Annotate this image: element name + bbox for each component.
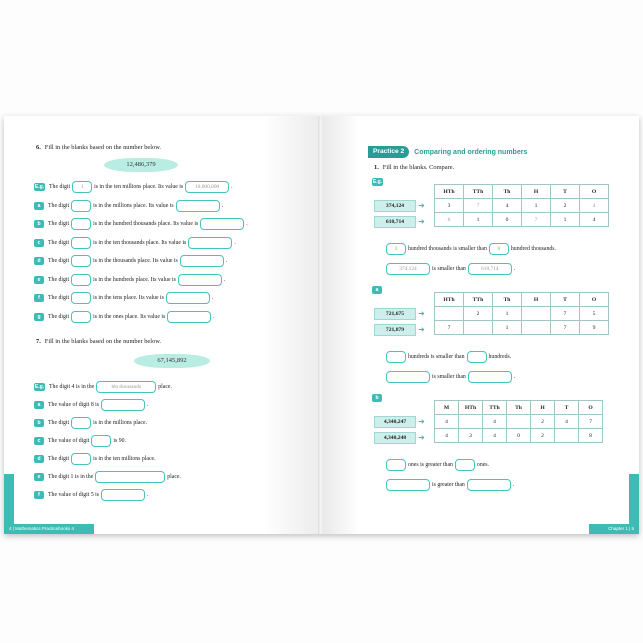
row-text: is 90. xyxy=(113,438,126,444)
q6-row xyxy=(34,180,233,194)
column-header: H xyxy=(531,401,555,415)
place-value-table xyxy=(434,184,609,227)
digit-cell[interactable] xyxy=(507,415,531,429)
digit-cell[interactable]: 7 xyxy=(435,321,464,335)
column-header: T xyxy=(555,401,579,415)
item-tag: b xyxy=(34,419,44,427)
row-text: The digit xyxy=(48,202,70,209)
number-label: 374,124 xyxy=(374,200,416,212)
row-text: is in the ten millions place. xyxy=(93,456,156,462)
row-text: . xyxy=(147,492,149,498)
compare-box[interactable] xyxy=(386,351,406,363)
place-value-table xyxy=(434,400,603,443)
value-answer-box[interactable]: 10,000,000 xyxy=(185,181,229,193)
table-row xyxy=(435,213,609,227)
digit-cell[interactable]: 2 xyxy=(531,429,555,443)
digit-cell[interactable]: 4 xyxy=(493,199,522,213)
row-text: is in the ten thousands place. Its value is xyxy=(93,239,187,246)
digit-cell[interactable]: 1 xyxy=(493,307,522,321)
digit-cell[interactable]: 0 xyxy=(507,429,531,443)
sentence-text: . xyxy=(513,374,516,380)
digit-answer-box[interactable] xyxy=(71,237,91,249)
row-text: is in the hundred thousands place. Its value is xyxy=(93,221,199,227)
digit-answer-box[interactable] xyxy=(71,274,91,286)
digit-cell[interactable]: 1 xyxy=(551,213,580,227)
value-answer-box[interactable] xyxy=(167,311,211,323)
digit-answer-box[interactable] xyxy=(71,292,91,304)
row-end: . xyxy=(231,184,233,190)
row-text: is in the hundreds place. Its value is xyxy=(93,276,176,283)
number-label: 721,675 xyxy=(374,308,416,320)
column-header: TTh xyxy=(483,401,507,415)
row-text: The digit xyxy=(48,276,70,283)
column-header: O xyxy=(580,185,609,199)
item-tag: f xyxy=(34,294,44,302)
digit-cell[interactable] xyxy=(555,429,579,443)
item-tag: f xyxy=(34,491,44,499)
digit-cell[interactable]: 3 xyxy=(459,429,483,443)
digit-answer-box[interactable] xyxy=(71,200,91,212)
compare-box[interactable]: 3 xyxy=(386,243,406,255)
digit-cell[interactable] xyxy=(464,321,493,335)
digit-cell[interactable]: 7 xyxy=(551,307,580,321)
row-text: place. xyxy=(158,384,172,390)
answer-box[interactable] xyxy=(91,435,111,447)
compare-sentence-2 xyxy=(384,370,515,384)
arrow-icon: ➜ xyxy=(418,417,425,426)
compare-box[interactable] xyxy=(386,459,406,471)
row-text: The digit xyxy=(48,456,70,462)
answer-box[interactable]: ten thousands xyxy=(96,381,156,393)
item-tag: E.g. xyxy=(34,184,45,190)
arrow-icon: ➜ xyxy=(418,217,425,226)
digit-cell[interactable] xyxy=(522,321,551,335)
row-text: is in the thousands place. Its value is xyxy=(93,258,178,264)
compare-box[interactable] xyxy=(468,371,512,383)
row-end: . xyxy=(246,221,248,227)
digit-cell[interactable] xyxy=(522,307,551,321)
value-answer-box[interactable] xyxy=(200,218,244,230)
sentence-text: is greater than xyxy=(432,482,465,488)
answer-box[interactable] xyxy=(101,489,145,501)
row-text: is in the millions place. Its value is xyxy=(93,202,174,209)
digit-cell[interactable]: 1 xyxy=(464,213,493,227)
sentence-text: hundreds. xyxy=(488,354,512,360)
table-header-row xyxy=(435,293,609,307)
digit-cell[interactable]: 1 xyxy=(522,199,551,213)
row-end: . xyxy=(211,295,214,301)
column-header: HTh xyxy=(435,185,464,199)
left-footer: 4 | Mathematics Practicebooks 4 xyxy=(4,524,94,534)
row-text: The digit 4 is in the xyxy=(49,384,95,390)
column-header: TTh xyxy=(464,293,493,307)
compare-box[interactable]: 610,714 xyxy=(468,263,512,275)
column-header: Th xyxy=(493,293,522,307)
number-label: 721,879 xyxy=(374,324,416,336)
digit-cell[interactable]: 5 xyxy=(580,307,609,321)
number-label: 4,340,248 xyxy=(374,432,416,444)
q1-heading: 1. Fill in the blanks. Compare. xyxy=(374,164,455,171)
q6-heading: 6. Fill in the blanks based on the number below. xyxy=(36,144,161,151)
q7-row xyxy=(34,416,147,430)
digit-cell[interactable]: 4 xyxy=(580,199,609,213)
compare-box[interactable] xyxy=(386,371,430,383)
column-header: H xyxy=(522,293,551,307)
compare-sentence-2 xyxy=(384,262,515,276)
digit-cell[interactable]: 7 xyxy=(464,199,493,213)
row-text: The digit xyxy=(48,221,70,227)
row-end: . xyxy=(213,313,215,320)
compare-box[interactable] xyxy=(467,479,511,491)
digit-cell[interactable]: 9 xyxy=(580,321,609,335)
q7-heading: 7. Fill in the blanks based on the number below. xyxy=(36,338,161,345)
row-end: . xyxy=(221,202,224,209)
q6-row xyxy=(34,236,236,250)
digit-cell[interactable]: 4 xyxy=(435,429,459,443)
digit-cell[interactable]: 7 xyxy=(551,321,580,335)
q6-number-leaf: 12,486,379 xyxy=(104,158,178,172)
table-header-row xyxy=(435,185,609,199)
sentence-text: is smaller than xyxy=(432,266,466,272)
practice-title: Comparing and ordering numbers xyxy=(414,148,528,156)
digit-cell[interactable]: 0 xyxy=(493,213,522,227)
item-tag: c xyxy=(34,437,44,445)
item-tag: a xyxy=(34,202,44,210)
digit-cell[interactable]: 2 xyxy=(464,307,493,321)
compare-sentence-2 xyxy=(384,478,514,492)
item-tag: b xyxy=(34,220,44,228)
table-row xyxy=(435,429,603,443)
number-label: 610,714 xyxy=(374,216,416,228)
row-text: The value of digit xyxy=(48,438,90,444)
q6-row xyxy=(34,310,215,324)
value-answer-box[interactable] xyxy=(166,292,210,304)
item-tag: d xyxy=(34,455,44,463)
q7-row xyxy=(34,380,172,394)
sentence-text: hundreds is smaller than xyxy=(408,354,465,360)
practice-label: Practice 2 xyxy=(368,146,409,158)
item-tag: e xyxy=(34,276,44,284)
compare-box[interactable] xyxy=(386,479,430,491)
value-answer-box[interactable] xyxy=(178,274,222,286)
practice-banner xyxy=(368,146,527,158)
digit-cell[interactable] xyxy=(459,415,483,429)
arrow-icon: ➜ xyxy=(418,201,425,210)
q6-row xyxy=(34,254,227,268)
q7-row xyxy=(34,434,126,448)
column-header: H xyxy=(522,185,551,199)
compare-sentence-1 xyxy=(384,458,489,472)
digit-answer-box[interactable] xyxy=(71,218,91,230)
column-header: Th xyxy=(507,401,531,415)
item-tag: a xyxy=(34,401,44,409)
sentence-text: hundred thousands. xyxy=(510,246,556,252)
digit-cell[interactable]: 1 xyxy=(493,321,522,335)
sentence-text: . xyxy=(512,482,515,488)
arrow-icon: ➜ xyxy=(418,325,425,334)
workbook-spread xyxy=(4,116,639,534)
digit-cell[interactable]: 4 xyxy=(555,415,579,429)
row-text: The digit xyxy=(48,239,70,246)
digit-cell[interactable]: 7 xyxy=(522,213,551,227)
table-row xyxy=(435,307,609,321)
place-value-table xyxy=(434,292,609,335)
digit-cell[interactable]: 8 xyxy=(579,429,603,443)
column-header: TTh xyxy=(464,185,493,199)
section-tag: b xyxy=(372,394,382,402)
compare-box[interactable] xyxy=(455,459,475,471)
sentence-text: ones. xyxy=(476,462,489,468)
column-header: O xyxy=(580,293,609,307)
column-header: HTh xyxy=(435,293,464,307)
compare-sentence-1 xyxy=(384,350,511,364)
column-header: T xyxy=(551,185,580,199)
left-page xyxy=(4,116,320,534)
q6-row xyxy=(34,199,223,213)
sentence-text: ones is greater than xyxy=(408,462,453,468)
digit-answer-box[interactable] xyxy=(71,311,91,323)
digit-cell[interactable]: 3 xyxy=(435,199,464,213)
digit-answer-box[interactable]: 1 xyxy=(72,181,92,193)
sentence-text: . xyxy=(513,266,516,272)
row-text: is in the ones place. Its value is xyxy=(93,313,166,320)
answer-box[interactable] xyxy=(71,417,91,429)
q6-row xyxy=(34,217,248,231)
sentence-text: is smaller than xyxy=(432,374,466,380)
right-page xyxy=(322,116,639,534)
row-text: is in the ten millions place. Its value is xyxy=(94,184,184,190)
item-tag: d xyxy=(34,257,44,265)
row-text: The digit xyxy=(48,258,70,264)
row-text: The digit xyxy=(49,184,71,190)
digit-cell[interactable]: 4 xyxy=(580,213,609,227)
digit-cell[interactable]: 4 xyxy=(483,429,507,443)
row-end: . xyxy=(234,239,236,246)
table-row xyxy=(435,321,609,335)
table-row xyxy=(435,199,609,213)
row-text: is in the tens place. Its value is xyxy=(93,295,164,301)
digit-cell[interactable]: 7 xyxy=(579,415,603,429)
compare-box[interactable]: 6 xyxy=(489,243,509,255)
answer-box[interactable] xyxy=(71,453,91,465)
row-text: . xyxy=(147,402,149,408)
digit-cell[interactable]: 2 xyxy=(551,199,580,213)
value-answer-box[interactable] xyxy=(176,200,220,212)
table-header-row xyxy=(435,401,603,415)
row-text: place. xyxy=(167,474,181,480)
section-tag: a xyxy=(372,286,382,294)
item-tag: e xyxy=(34,473,44,481)
table-row xyxy=(435,415,603,429)
compare-box[interactable] xyxy=(467,351,487,363)
q6-row xyxy=(34,291,213,305)
digit-cell[interactable]: 6 xyxy=(435,213,464,227)
compare-box[interactable]: 374,124 xyxy=(386,263,430,275)
q7-number-leaf: 67,145,892 xyxy=(134,354,210,368)
q7-row xyxy=(34,488,149,502)
answer-box[interactable] xyxy=(101,399,145,411)
row-end: . xyxy=(223,276,226,283)
digit-cell[interactable]: 4 xyxy=(483,415,507,429)
item-tag: c xyxy=(34,239,44,247)
sentence-text: hundred thousands is smaller than xyxy=(408,246,487,252)
item-tag: E.g. xyxy=(34,384,45,390)
value-answer-box[interactable] xyxy=(180,255,224,267)
column-header: HTh xyxy=(459,401,483,415)
column-header: Th xyxy=(493,185,522,199)
column-header: O xyxy=(579,401,603,415)
row-text: The digit xyxy=(48,295,70,301)
row-text: The value of digit 8 is xyxy=(48,402,100,408)
row-text: The digit 1 is in the xyxy=(48,474,94,480)
digit-cell[interactable]: 4 xyxy=(435,415,459,429)
compare-sentence-1 xyxy=(384,242,556,256)
column-header: M xyxy=(435,401,459,415)
value-answer-box[interactable] xyxy=(188,237,232,249)
right-footer: Chapter 1 | 5 xyxy=(589,524,639,534)
q7-row xyxy=(34,452,156,466)
digit-cell[interactable] xyxy=(435,307,464,321)
q7-row xyxy=(34,470,181,484)
digit-cell[interactable]: 2 xyxy=(531,415,555,429)
arrow-icon: ➜ xyxy=(418,433,425,442)
row-end: . xyxy=(225,258,228,264)
item-tag: g xyxy=(34,313,44,321)
row-text: The digit xyxy=(48,420,70,426)
answer-box[interactable] xyxy=(95,471,165,483)
q7-row xyxy=(34,398,149,412)
section-tag: E.g. xyxy=(372,179,383,185)
arrow-icon: ➜ xyxy=(418,309,425,318)
digit-answer-box[interactable] xyxy=(71,255,91,267)
number-label: 4,340,247 xyxy=(374,416,416,428)
row-text: The value of digit 5 is xyxy=(48,492,100,498)
q6-row xyxy=(34,273,225,287)
row-text: The digit xyxy=(48,313,70,320)
column-header: T xyxy=(551,293,580,307)
row-text: is in the millions place. xyxy=(93,420,148,426)
